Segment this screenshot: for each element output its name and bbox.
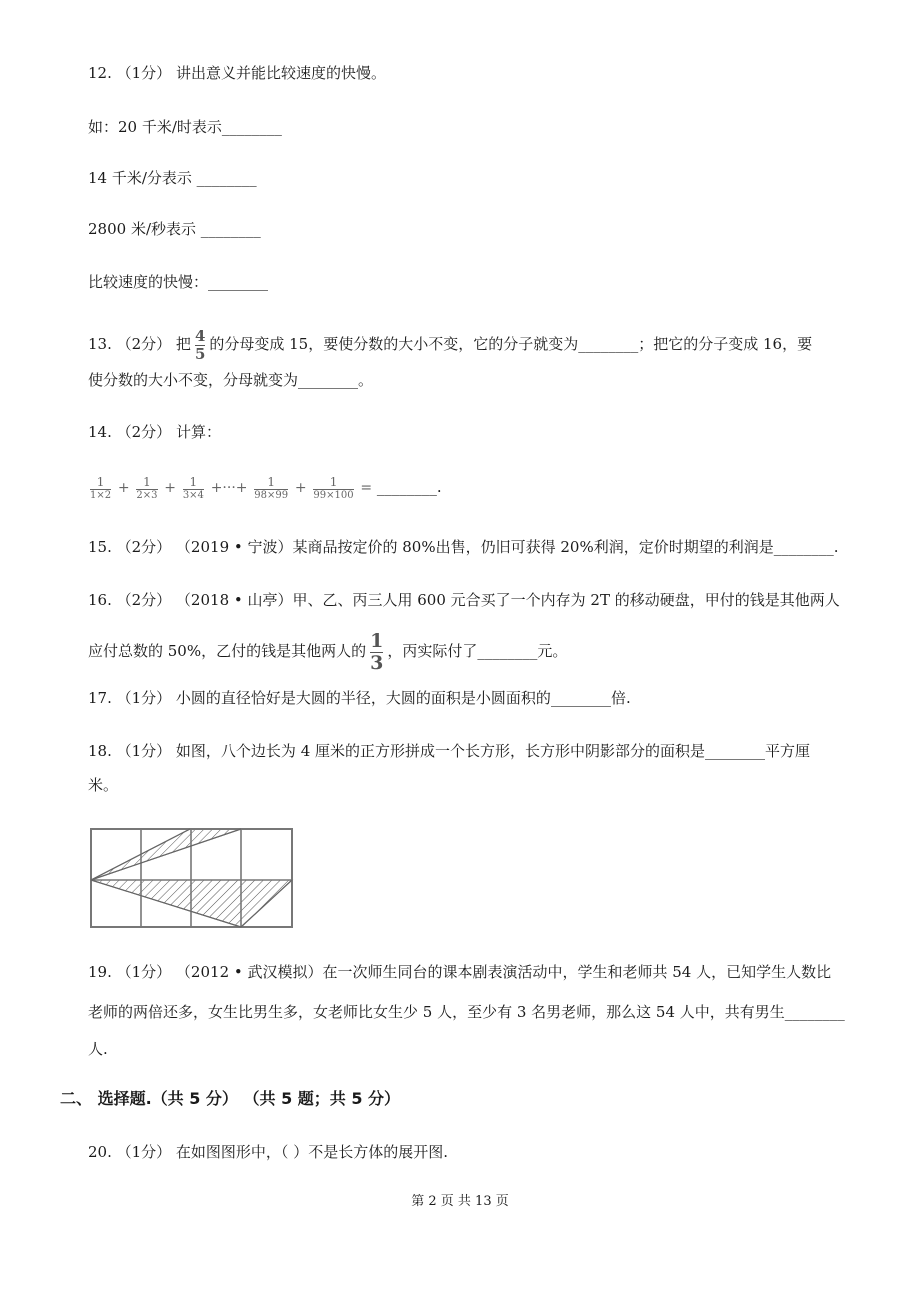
q14-term-4-num: 1 bbox=[267, 474, 276, 489]
q13-line-1 bbox=[88, 324, 812, 364]
page-footer: 第 2 页 共 13 页 bbox=[411, 1194, 509, 1209]
q12-text: 讲出意义并能比较速度的快慢。 bbox=[175, 64, 386, 82]
q20-line: 20. （1分） 在如图图形中，（ ）不是长方体的展开图. bbox=[88, 1143, 448, 1161]
q14-plus-2: + bbox=[164, 480, 177, 496]
q12-item-4: 比较速度的快慢：________ bbox=[88, 273, 269, 291]
q19-line-1: 19. （1分） （2012 • 武汉模拟）在一次师生同台的课本剧表演活动中，学生和老师共 54 人，已知学生人数比 bbox=[88, 963, 832, 981]
q16-frac-den: 3 bbox=[370, 651, 384, 674]
q14-term-1 bbox=[90, 476, 111, 501]
q14-equals: = bbox=[360, 480, 373, 496]
q16-text-b2: ，丙实际付了________元。 bbox=[387, 642, 568, 660]
q14-expression bbox=[88, 470, 442, 505]
q12-item-3: 2800 米/秒表示 ________ bbox=[88, 220, 261, 238]
diagonal-1 bbox=[91, 829, 241, 880]
q16-fraction bbox=[370, 629, 384, 674]
q14-answer-blank: ________. bbox=[376, 478, 442, 496]
q14-dots: +···+ bbox=[210, 480, 248, 496]
q16-line-1: 16. （2分） （2018 • 山亭）甲、乙、丙三人用 600 元合买了一个内存为 2T 的移动硬盘，甲付的钱是其他两人 bbox=[88, 591, 840, 609]
q14-term-2 bbox=[136, 476, 157, 501]
q14-term-5-den: 99×100 bbox=[313, 489, 354, 501]
q19-line-3: 人. bbox=[88, 1040, 108, 1058]
q14-term-4-den: 98×99 bbox=[254, 489, 289, 501]
q13-fraction bbox=[194, 326, 206, 363]
q17-line: 17. （1分） 小圆的直径恰好是大圆的半径，大圆的面积是小圆面积的________倍. bbox=[88, 689, 631, 707]
q18-figure bbox=[88, 826, 298, 930]
q16-frac-num: 1 bbox=[370, 629, 384, 652]
q14-term-3 bbox=[183, 476, 204, 501]
q14-term-5-num: 1 bbox=[329, 474, 338, 489]
q18-line-1: 18. （1分） 如图，八个边长为 4 厘米的正方形拼成一个长方形，长方形中阴影部分的面积是________平方厘 bbox=[88, 742, 811, 760]
q13-frac-num: 4 bbox=[194, 326, 206, 345]
q19-line-2: 老师的两倍还多，女生比男生多，女老师比女生少 5 人，至少有 3 名男老师，那么这 54 人中，共有男生________ bbox=[88, 1003, 845, 1021]
q13-text-a: 的分母变成 15，要使分数的大小不变，它的分子就变为________；把它的分子变成 16，要 bbox=[209, 335, 813, 353]
q14-plus-1: + bbox=[117, 480, 130, 496]
q14-term-3-num: 1 bbox=[189, 474, 198, 489]
q14-term-5 bbox=[313, 476, 353, 501]
q14-term-4 bbox=[254, 476, 288, 501]
q12-item-2: 14 千米/分表示 ________ bbox=[88, 169, 257, 187]
q13-prefix: 13. （2分） 把 bbox=[88, 335, 191, 353]
q15-line: 15. （2分） （2019 • 宁波）某商品按定价的 80%出售，仍旧可获得 20%利润，定价时期望的利润是________. bbox=[88, 538, 839, 556]
q12-prefix: 12. （1分） bbox=[88, 64, 176, 82]
q14-term-3-den: 3×4 bbox=[182, 489, 204, 501]
q13-line-2: 使分数的大小不变，分母就变为________。 bbox=[88, 371, 374, 389]
q14-text: 计算： bbox=[175, 423, 221, 441]
q14-term-2-num: 1 bbox=[143, 474, 151, 489]
q14-term-2-den: 2×3 bbox=[136, 489, 158, 501]
q14-term-1-num: 1 bbox=[96, 474, 105, 489]
q18-line-2: 米。 bbox=[88, 776, 119, 794]
q12-item-1: 如：20 千米/时表示________ bbox=[88, 118, 282, 136]
q14-plus-3: + bbox=[294, 480, 307, 496]
q16-text-b1: 应付总数的 50%，乙付的钱是其他两人的 bbox=[88, 642, 367, 660]
section-heading-choice: 二、 选择题.（共 5 分） （共 5 题；共 5 分） bbox=[60, 1089, 401, 1108]
q12-line bbox=[88, 63, 386, 83]
q14-term-1-den: 1×2 bbox=[90, 489, 112, 501]
q14-prefix: 14. （2分） bbox=[88, 423, 176, 441]
q14-line bbox=[88, 422, 221, 442]
q16-line-2 bbox=[88, 626, 567, 676]
q13-frac-den: 5 bbox=[194, 344, 206, 363]
